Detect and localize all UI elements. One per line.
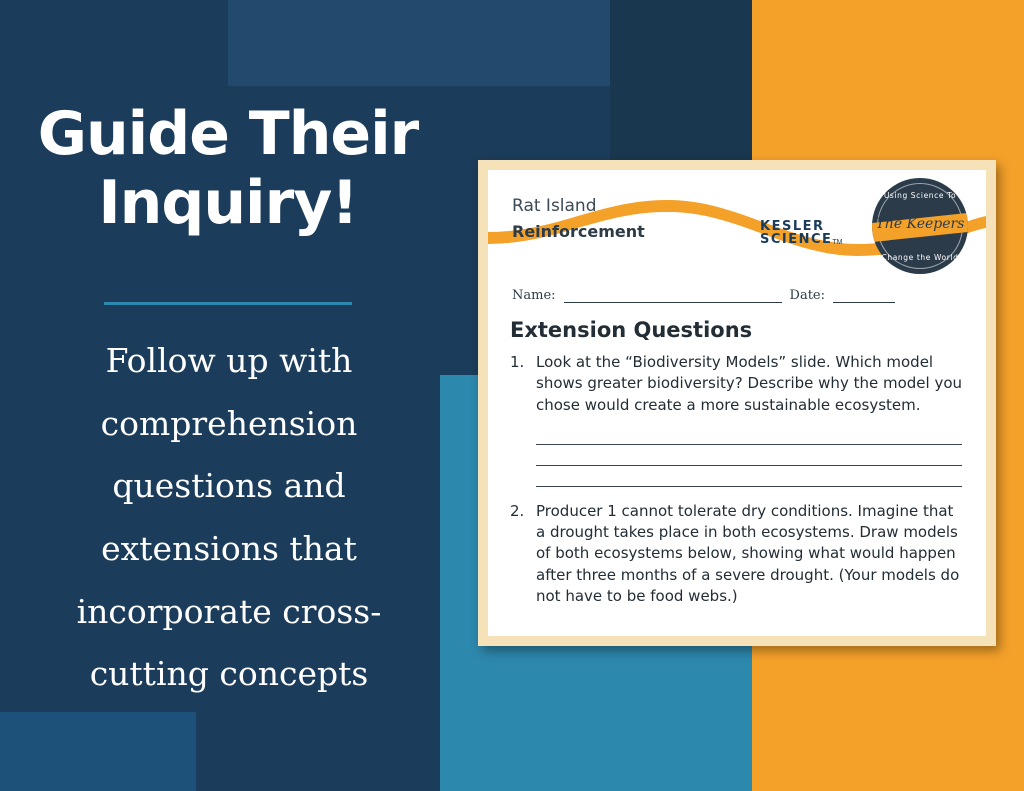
seal-main-text: The Keepers bbox=[875, 216, 965, 232]
body-text: Follow up with comprehension questions and extensions that incorporate cross-cutting concepts bbox=[76, 341, 382, 694]
divider bbox=[104, 302, 352, 305]
question-text: Producer 1 cannot tolerate dry conditions. Imagine that a drought takes place in both ecosystems. Draw models of both ecosystems below, showing what would happen after three months of a severe drought. (Your models do not have to be food webs.) bbox=[536, 501, 960, 606]
worksheet-subtitle: Reinforcement bbox=[512, 222, 645, 241]
name-date-row bbox=[512, 288, 952, 303]
page-title bbox=[8, 100, 448, 238]
section-heading: Extension Questions bbox=[510, 318, 753, 342]
answer-line[interactable] bbox=[536, 445, 962, 466]
question-number: 2. bbox=[510, 501, 525, 520]
worksheet-body bbox=[510, 318, 962, 613]
date-label: Date: bbox=[789, 288, 826, 303]
worksheet-title: Rat Island bbox=[512, 196, 597, 216]
date-field[interactable] bbox=[833, 290, 895, 303]
question-number: 1. bbox=[510, 353, 525, 371]
worksheet-page bbox=[488, 170, 986, 636]
keepers-seal-icon bbox=[872, 178, 968, 274]
answer-line[interactable] bbox=[536, 424, 962, 445]
question-item bbox=[510, 501, 962, 607]
background-blue-block bbox=[0, 712, 196, 791]
answer-line[interactable] bbox=[536, 466, 962, 487]
background-navy-light-block bbox=[228, 0, 610, 86]
answer-lines[interactable] bbox=[536, 424, 962, 487]
question-text: Look at the “Biodiversity Models” slide. Which model shows greater biodiversity? Describe why the model you chose would create a more sustainable ecosystem. bbox=[536, 353, 963, 414]
headline-line-1: Guide Their bbox=[37, 99, 419, 169]
worksheet-header bbox=[488, 170, 986, 278]
logo-line-1: KESLER bbox=[760, 219, 825, 234]
name-label: Name: bbox=[512, 288, 556, 303]
logo-trademark: TM bbox=[832, 239, 843, 246]
worksheet-card bbox=[478, 160, 996, 646]
headline-line-2: Inquiry! bbox=[98, 168, 358, 238]
question-item bbox=[510, 352, 962, 416]
seal-top-text: Using Science To bbox=[883, 191, 957, 200]
kesler-science-logo bbox=[760, 219, 843, 247]
seal-bottom-text: Change the World bbox=[881, 253, 959, 262]
logo-line-2: SCIENCE bbox=[760, 232, 833, 247]
name-field[interactable] bbox=[564, 290, 782, 303]
